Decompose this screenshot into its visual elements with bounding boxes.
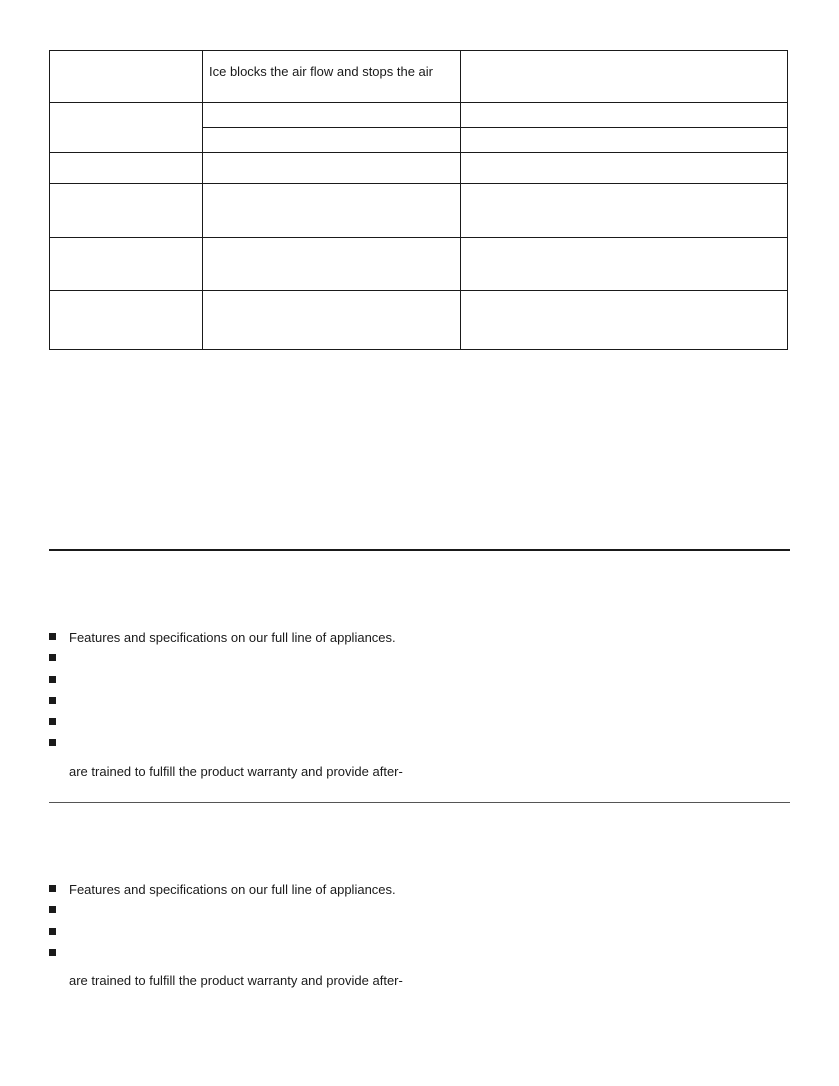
list-item — [49, 904, 396, 925]
table-cell — [50, 184, 203, 238]
square-bullet-icon — [49, 697, 56, 704]
table-cell — [461, 238, 788, 291]
table-row — [50, 51, 788, 103]
list-item — [49, 737, 396, 758]
table-cell — [461, 291, 788, 350]
square-bullet-icon — [49, 928, 56, 935]
table-cell — [50, 153, 203, 184]
list-item — [49, 631, 396, 652]
table-cell — [461, 128, 788, 153]
table-cell — [461, 103, 788, 128]
table-cell — [50, 238, 203, 291]
table-row — [50, 291, 788, 350]
table-cell — [203, 291, 461, 350]
table-cell — [50, 51, 203, 103]
bullet-list — [49, 631, 396, 759]
list-item — [49, 652, 396, 673]
list-item — [49, 947, 396, 968]
square-bullet-icon — [49, 906, 56, 913]
table-cell — [203, 238, 461, 291]
list-item-text: Features and specifications on our full line of appliances. — [69, 882, 396, 897]
table-cell — [461, 51, 788, 103]
list-item-text: Features and specifications on our full line of appliances. — [69, 630, 396, 645]
square-bullet-icon — [49, 949, 56, 956]
table-row — [50, 153, 788, 184]
square-bullet-icon — [49, 633, 56, 640]
square-bullet-icon — [49, 739, 56, 746]
list-item — [49, 926, 396, 947]
table-cell — [50, 291, 203, 350]
table-cell — [203, 103, 461, 128]
table-cell — [50, 103, 203, 153]
section-divider — [49, 802, 790, 803]
table-cell — [203, 51, 461, 103]
table-cell — [203, 153, 461, 184]
troubleshooting-table — [49, 50, 788, 350]
square-bullet-icon — [49, 676, 56, 683]
continuation-text: are trained to fulfill the product warranty and provide after- — [69, 973, 403, 988]
table-row — [50, 184, 788, 238]
square-bullet-icon — [49, 654, 56, 661]
table-cell — [203, 184, 461, 238]
table-row — [50, 103, 788, 128]
table-row — [50, 238, 788, 291]
table-cell — [461, 153, 788, 184]
cause-text: Ice blocks the air flow and stops the air — [209, 64, 434, 79]
section-divider — [49, 549, 790, 551]
list-item — [49, 883, 396, 904]
list-item — [49, 695, 396, 716]
table-cell — [203, 128, 461, 153]
list-item — [49, 674, 396, 695]
square-bullet-icon — [49, 885, 56, 892]
table-cell — [461, 184, 788, 238]
list-item — [49, 716, 396, 737]
bullet-list — [49, 883, 396, 968]
continuation-text: are trained to fulfill the product warranty and provide after- — [69, 764, 403, 779]
square-bullet-icon — [49, 718, 56, 725]
